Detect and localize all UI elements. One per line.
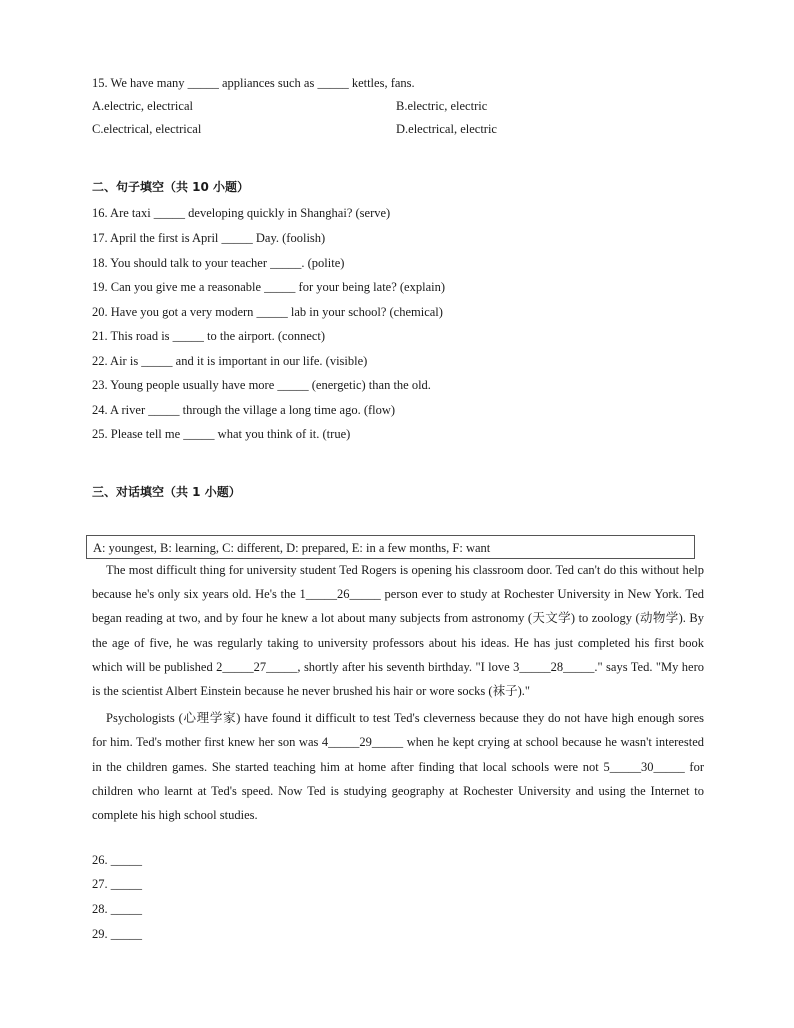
section-2-title: 二、句子填空（共 10 小题） — [92, 180, 250, 194]
question-22: 22. Air is _____ and it is important in our life. (visible) — [92, 354, 368, 368]
passage-paragraph-2: Psychologists (心理学家) have found it difficult to test Ted's cleverness because they do not have high enough sores for him. Ted's mother first knew her son was 4_____29_____ when he kept crying at school because he wasn't interested in the children games. She started teaching him at home after finding that local schools were not 5_____30_____ for children who learnt at Ted's speed. Now Ted is studying geography at Rochester University and using the Internet to complete his high school studies. — [92, 711, 704, 823]
question-20: 20. Have you got a very modern _____ lab in your school? (chemical) — [92, 305, 443, 319]
answer-27: 27. _____ — [92, 877, 142, 891]
option-c: C.electrical, electrical — [92, 122, 202, 136]
passage-paragraph-1: The most difficult thing for university student Ted Rogers is opening his classroom door. Ted can't do this without help because he's only six years old. He's the 1_____26_____ person ever to study at Rochester University in New York. Ted began reading at two, and by four he knew a lot about many subjects from astronomy (天文学) to zoology (动物学). By the age of five, he was regularly taking to university professors about his ideas. He has just completed his first book which will be published 2_____27_____, shortly after his seventh birthday. "I love 3_____28_____." says Ted. "My hero is the scientist Albert Einstein because he never brushed his hair or wore socks (袜子)." — [92, 563, 704, 699]
question-25: 25. Please tell me _____ what you think of it. (true) — [92, 427, 351, 441]
question-16: 16. Are taxi _____ developing quickly in Shanghai? (serve) — [92, 206, 391, 220]
question-24: 24. A river _____ through the village a long time ago. (flow) — [92, 403, 396, 417]
question-15-stem: 15. We have many _____ appliances such as _____ kettles, fans. — [92, 76, 415, 90]
word-bank-box: A: youngest, B: learning, C: different, D: prepared, E: in a few months, F: want — [86, 535, 695, 559]
option-d: D.electrical, electric — [396, 122, 497, 136]
answer-29: 29. _____ — [92, 927, 142, 941]
section-3-title: 三、对话填空（共 1 小题） — [92, 485, 241, 499]
option-a: A.electric, electrical — [92, 99, 193, 113]
question-19: 19. Can you give me a reasonable _____ for your being late? (explain) — [92, 280, 446, 294]
question-17: 17. April the first is April _____ Day. (foolish) — [92, 231, 326, 245]
passage — [92, 558, 704, 827]
answer-26: 26. _____ — [92, 853, 142, 867]
answer-28: 28. _____ — [92, 902, 142, 916]
question-18: 18. You should talk to your teacher _____. (polite) — [92, 256, 345, 270]
question-21: 21. This road is _____ to the airport. (connect) — [92, 329, 326, 343]
option-b: B.electric, electric — [396, 99, 488, 113]
question-23: 23. Young people usually have more _____ (energetic) than the old. — [92, 378, 431, 392]
